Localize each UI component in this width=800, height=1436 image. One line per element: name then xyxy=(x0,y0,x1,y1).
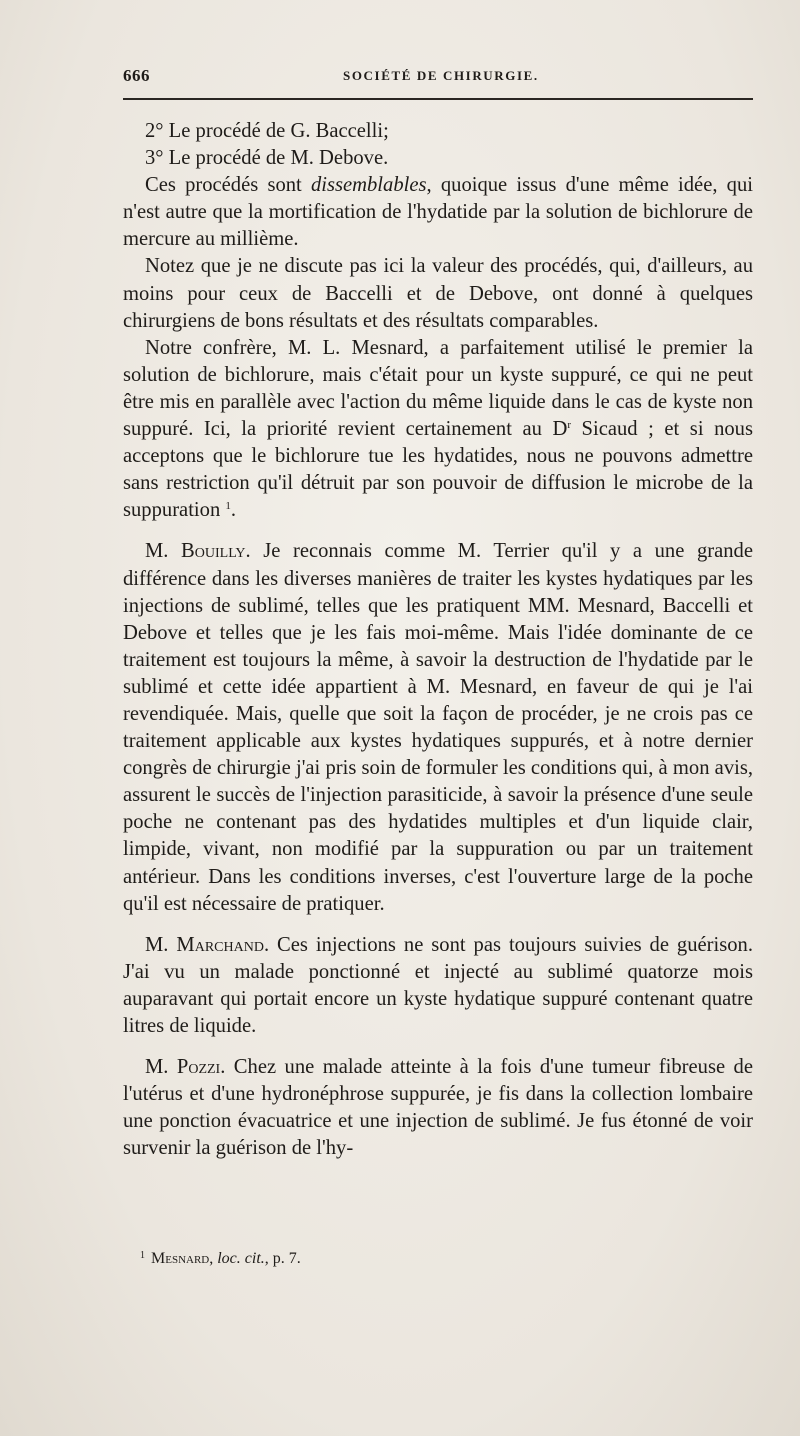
superscript: r xyxy=(567,419,571,432)
footnote-ref-text: loc. cit. xyxy=(217,1250,265,1267)
speaker-name: M. Bouilly. xyxy=(145,540,251,563)
footnote-author: Mesnard, xyxy=(151,1250,214,1267)
running-title: SOCIÉTÉ DE CHIRURGIE. xyxy=(343,68,539,83)
page-number: 666 xyxy=(123,66,150,85)
speaker-name: M. Pozzi. xyxy=(145,1056,226,1079)
footnote xyxy=(140,1250,301,1268)
paragraph-bouilly: M. Bouilly. Je reconnais comme M. Terrier qu'il y a une grande différence dans les diverses manières de traiter les kystes hydatiques par les injections de sublimé, telles que les pratiquent MM. Mesnard, Baccelli et Debove et telles que je les fais moi-même. Mais l'idée dominante de ce traitement est toujours la même, à savoir la destruction de l'hydatide par le sublimé et cette idée appartient à M. Mesnard, en faveur de qui je l'ai revendiquée. Mais, quelle que soit la façon de procéder, je ne crois pas ce traitement applicable aux kystes hydatiques suppurés, et à notre dernier congrès de chirurgie j'ai pris soin de formuler les conditions qui, à mon avis, assurent le succès de l'injection parasiticide, à savoir la présence d'une seule poche ne contenant pas des hydatides multiples et d'un liquide clair, limpide, vivant, non modifié par la suppuration ou par un traitement antérieur. Dans les conditions inverses, c'est l'ouverture large de la poche qu'il est nécessaire de pratiquer. xyxy=(123,540,753,915)
running-head xyxy=(123,66,753,96)
speaker-name: M. Marchand. xyxy=(145,933,270,956)
footnote-mark: 1 xyxy=(140,1250,145,1261)
footnote-page: , p. 7. xyxy=(264,1250,301,1267)
paragraph-marchand: M. Marchand. Ces injections ne sont pas toujours suivies de guérison. J'ai vu un malade ponctionné et injecté au sublimé quatorze mois auparavant qui portait encore un kyste hydatique suppuré contenant quatre litres de liquide. xyxy=(123,933,753,1037)
body-text xyxy=(123,118,753,1162)
paragraph: Ces procédés sont dissemblables, quoique issus d'une même idée, qui n'est autre que la mortification de l'hydatide par la solution de bichlorure de mercure au millième. xyxy=(123,174,753,251)
paragraph-pozzi: M. Pozzi. Chez une malade atteinte à la fois d'une tumeur fibreuse de l'utérus et d'une hydronéphrose suppurée, je fis dans la collection lombaire une ponction évacuatrice et une injection de sublimé. Je fus étonné de voir survenir la guérison de l'hy- xyxy=(123,1056,753,1160)
paragraph: Notez que je ne discute pas ici la valeur des procédés, qui, d'ailleurs, au moins pour ceux de Baccelli et de Debove, ont donné à quelques chirurgiens de bons résultats et des résultats comparables. xyxy=(123,255,753,332)
emphasis: dissemblables xyxy=(310,174,427,197)
header-rule xyxy=(123,98,753,100)
paragraph: Notre confrère, M. L. Mesnard, a parfaitement utilisé le premier la solution de bichlorure, mais c'était pour un kyste suppuré, ce qui ne peut être mis en parallèle avec l'action du même liquide dans le cas de kyste non suppuré. Ici, la priorité revient certainement au $D^r$ Sicaud ; et si nous acceptons que le bichlorure tue les hydatides, nous ne pouvons admettre sans restriction qu'il détruit par son pouvoir de diffusion le microbe de la suppuration $^1$. xyxy=(123,336,753,522)
paragraph: 2° Le procédé de G. Baccelli; xyxy=(145,120,389,142)
paragraph: 3° Le procédé de M. Debove. xyxy=(145,147,389,170)
footnote-ref: 1 xyxy=(225,500,231,513)
